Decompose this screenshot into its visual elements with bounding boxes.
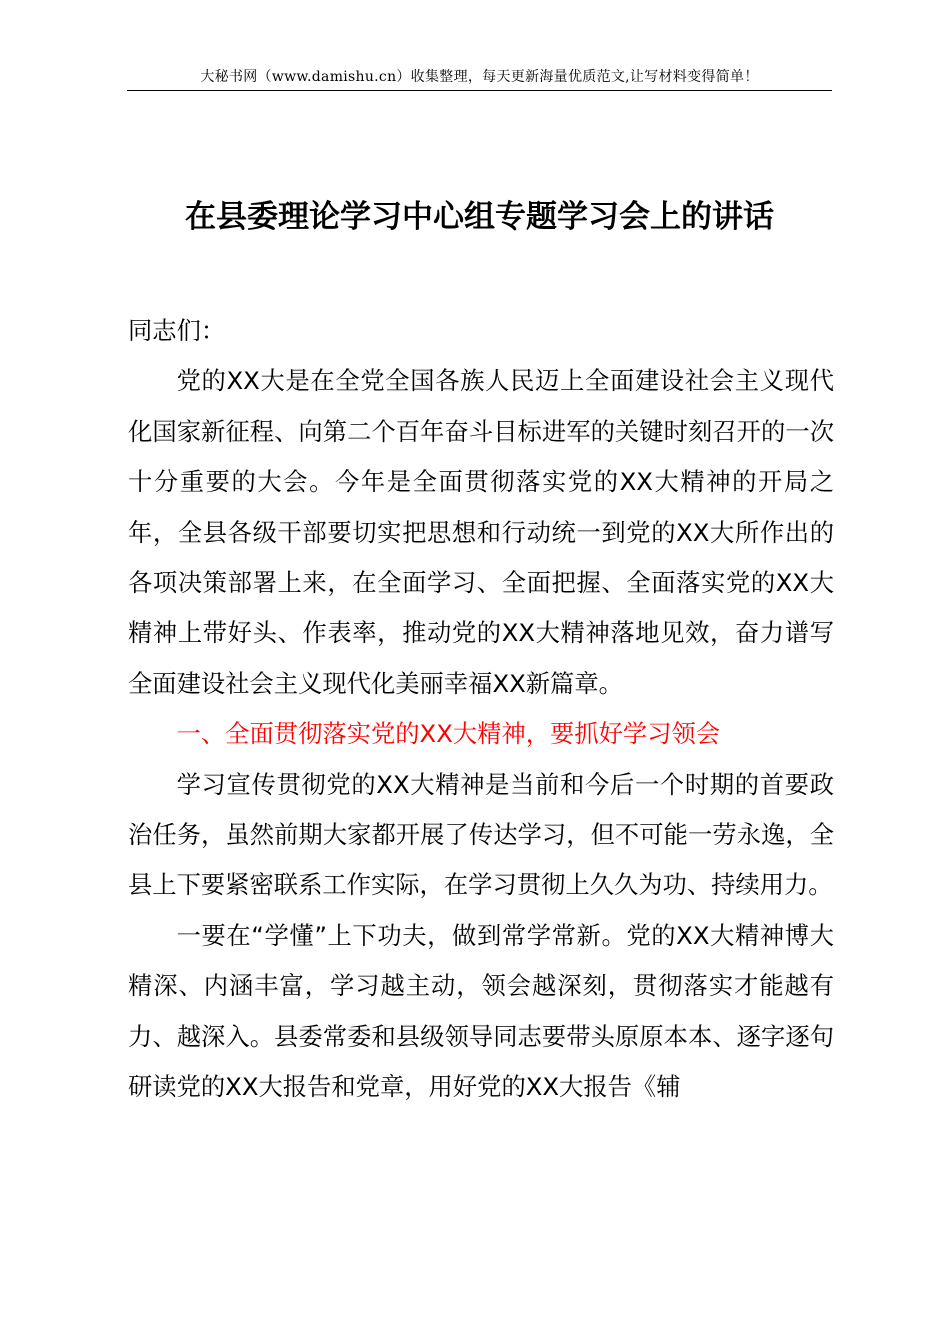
salutation: 同志们：: [128, 316, 226, 345]
body-paragraph: 党的XX大是在全党全国各族人民迈上全面建设社会主义现代化国家新征程、向第二个百年奋斗目标进军的关键时刻召开的一次十分重要的大会。今年是全面贯彻落实党的XX大精神的开局之年，全县各级干部要切实把思想和行动统一到党的XX大所作出的各项决策部署上来，在全面学习、全面把握、全面落实党的XX大精神上带好头、作表率，推动党的XX大精神落地见效，奋力谱写全面建设社会主义现代化美丽幸福XX新篇章。: [128, 366, 834, 698]
document-body: [128, 306, 834, 1113]
body-paragraph: 学习宣传贯彻党的XX大精神是当前和今后一个时期的首要政治任务，虽然前期大家都开展了传达学习，但不可能一劳永逸，全县上下要紧密联系工作实际，在学习贯彻上久久为功、持续用力。: [128, 769, 834, 900]
page-header: [127, 66, 832, 91]
body-paragraph: 一要在“学懂”上下功夫，做到常学常新。党的XX大精神博大精深、内涵丰富，学习越主动，领会越深刻，贯彻落实才能越有力、越深入。县委常委和县级领导同志要带头原原本本、逐字逐句研读党的XX大报告和党章，用好党的XX大报告《辅: [128, 920, 834, 1102]
section-heading: 一、全面贯彻落实党的XX大精神，要抓好学习领会: [176, 719, 721, 749]
document-title: 在县委理论学习中心组专题学习会上的讲话: [185, 199, 774, 235]
header-text: 大秘书网（www.damishu.cn）收集整理，每天更新海量优质范文,让写材料变得简单！: [200, 69, 759, 85]
